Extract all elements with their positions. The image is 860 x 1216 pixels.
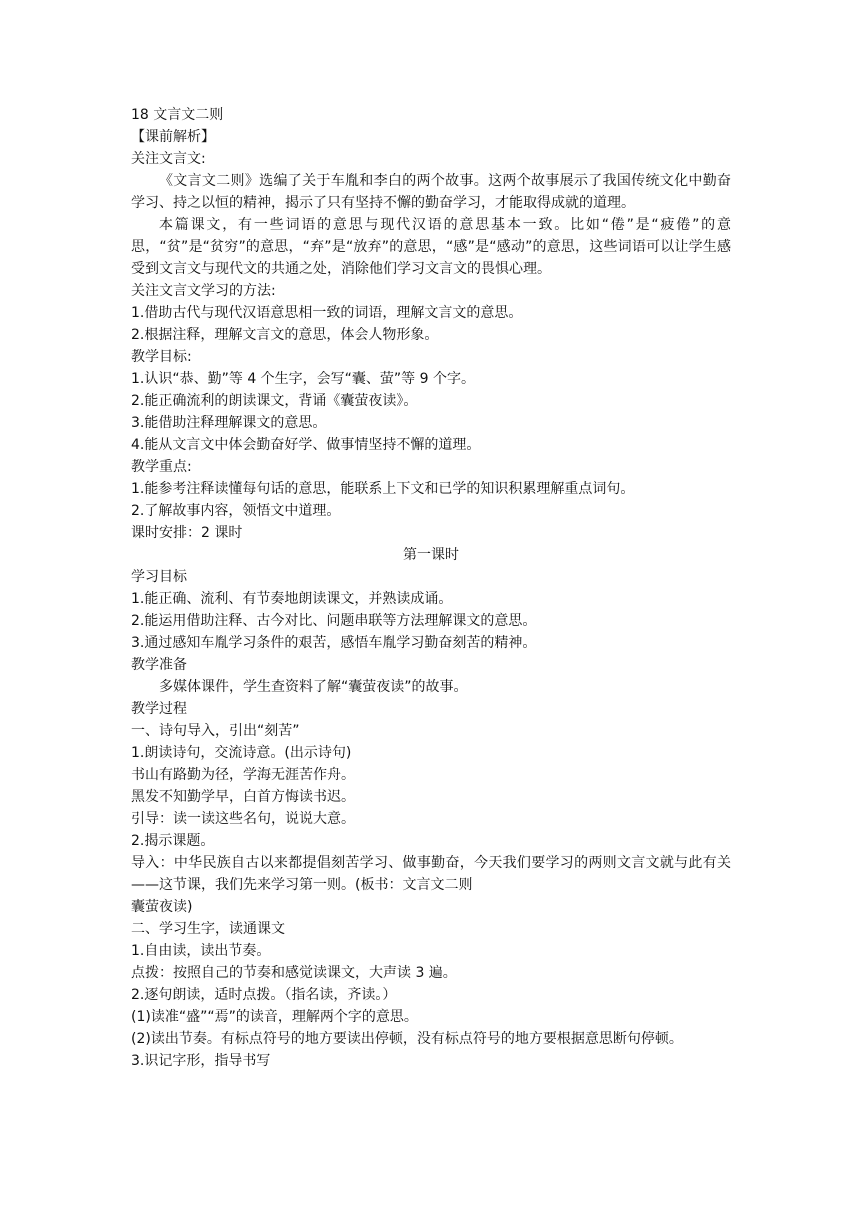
intro-text: 导入：中华民族自古以来都提倡刻苦学习、做事勤奋，今天我们要学习的两则文言文就与此有关——这节课，我们先来学习第一则。(板书：文言文二则	[131, 855, 731, 893]
prep-heading: 教学准备	[131, 657, 187, 673]
step1-line: 书山有路勤为径，学海无涯苦作舟。	[131, 767, 355, 783]
method-item: 1.借助古代与现代汉语意思相一致的词语，理解文言文的意思。	[131, 305, 523, 321]
prep-text: 多媒体课件，学生查资料了解“囊萤夜读”的故事。	[159, 679, 468, 695]
goal-item: 2.能正确流利的朗读课文，背诵《囊萤夜读》。	[131, 393, 418, 409]
goals-heading: 教学目标:	[131, 349, 192, 365]
step2-line: (1)读准“盛”“焉”的读音，理解两个字的意思。	[131, 1009, 418, 1025]
section-heading-preclass: 【课前解析】	[131, 129, 215, 145]
step1-line: 引导：读一读这些名句，说说大意。	[131, 811, 355, 827]
step2-line: 1.自由读，读出节奏。	[131, 943, 271, 959]
goal-item: 1.认识“恭、勤”等 4 个生字，会写“囊、萤”等 9 个字。	[131, 371, 475, 387]
goal-item: 3.能借助注释理解课文的意思。	[131, 415, 327, 431]
key-points-heading: 教学重点:	[131, 459, 192, 475]
intro-paragraph-1: 《文言文二则》选编了关于车胤和李白的两个故事。这两个故事展示了我国传统文化中勤奋学习、持之以恒的精神，揭示了只有坚持不懈的勤奋学习，才能取得成就的道理。	[131, 173, 731, 211]
learning-goals-heading: 学习目标	[131, 569, 187, 585]
goal-item: 4.能从文言文中体会勤奋好学、做事情坚持不懈的道理。	[131, 437, 481, 453]
schedule-line: 课时安排：2 课时	[131, 525, 243, 541]
key-point-item: 1.能参考注释读懂每句话的意思，能联系上下文和已学的知识积累理解重点词句。	[131, 481, 635, 497]
step2-line: 点拨：按照自己的节奏和感觉读课文，大声读 3 遍。	[131, 965, 457, 981]
process-heading: 教学过程	[131, 701, 187, 717]
intro-tail: 囊萤夜读)	[131, 899, 193, 915]
intro-paragraph-2: 本篇课文，有一些词语的意思与现代汉语的意思基本一致。比如“倦”是“疲倦”的意思，“贫”是“贫穷”的意思，“弃”是“放弃”的意思，“感”是“感动”的意思，这些词语可以让学生感受到文言文与现代文的共通之处，消除他们学习文言文的畏惧心理。	[131, 217, 731, 277]
key-point-item: 2.了解故事内容，领悟文中道理。	[131, 503, 341, 519]
step1-line: 1.朗读诗句，交流诗意。(出示诗句)	[131, 745, 352, 761]
method-item: 2.根据注释，理解文言文的意思，体会人物形象。	[131, 327, 439, 343]
document-body	[131, 104, 731, 1072]
step2-line: (2)读出节奏。有标点符号的地方要读出停顿，没有标点符号的地方要根据意思断句停顿。	[131, 1031, 683, 1047]
step1-heading: 一、诗句导入，引出“刻苦”	[131, 723, 300, 739]
document-title: 18 文言文二则	[131, 107, 224, 123]
learning-goal-item: 3.通过感知车胤学习条件的艰苦，感悟车胤学习勤奋刻苦的精神。	[131, 635, 537, 651]
step1-line: 黑发不知勤学早，白首方悔读书迟。	[131, 789, 355, 805]
step2-line: 3.识记字形，指导书写	[131, 1053, 271, 1069]
step1-line: 2.揭示课题。	[131, 833, 215, 849]
step2-line: 2.逐句朗读，适时点拨。（指名读，齐读。）	[131, 987, 397, 1003]
subheading-focus-method: 关注文言文学习的方法:	[131, 283, 276, 299]
step2-heading: 二、学习生字，读通课文	[131, 921, 285, 937]
lesson-title: 第一课时	[403, 547, 459, 563]
subheading-focus-classical: 关注文言文:	[131, 151, 206, 167]
learning-goal-item: 2.能运用借助注释、古今对比、问题串联等方法理解课文的意思。	[131, 613, 537, 629]
learning-goal-item: 1.能正确、流利、有节奏地朗读课文，并熟读成诵。	[131, 591, 453, 607]
